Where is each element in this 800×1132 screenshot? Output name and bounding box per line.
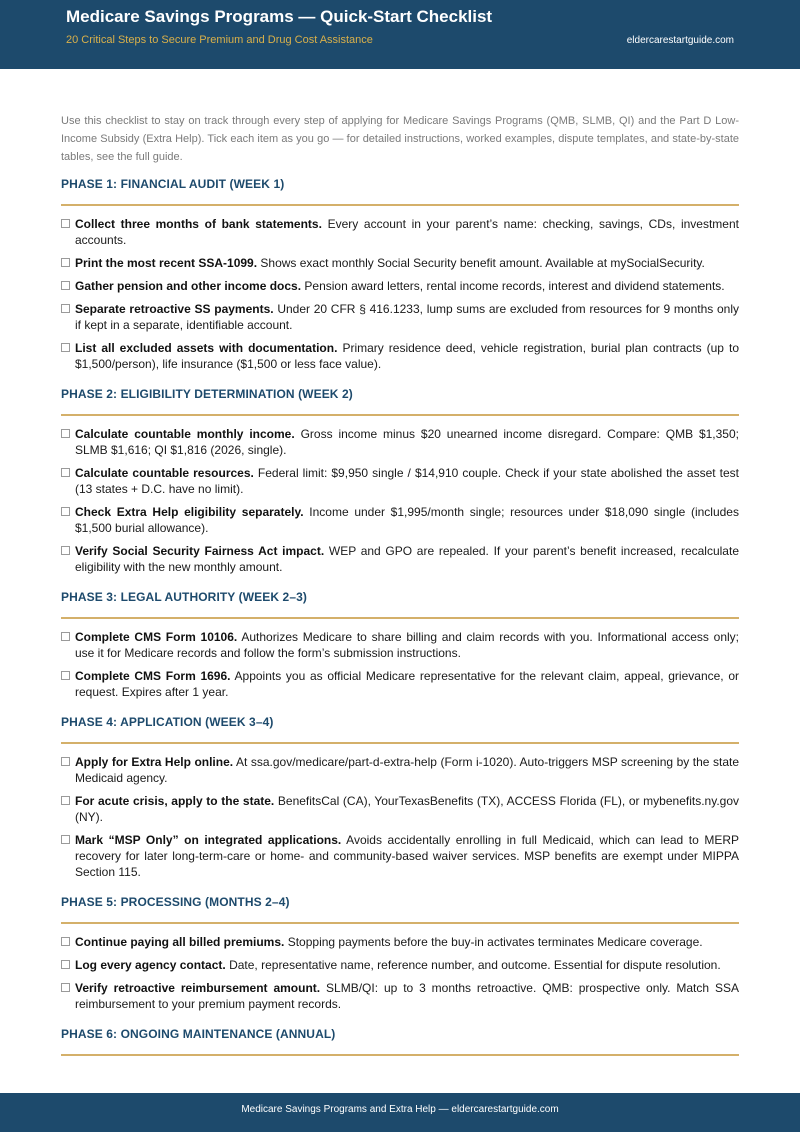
checklist-item-text: Gross income minus $20 unearned income disregard. Compare: QMB $1,350; SLMB $1,616; QI $1,816 (2026, single). bbox=[75, 427, 739, 457]
checklist-item-text: Stopping payments before the buy-in activates terminates Medicare coverage. bbox=[287, 935, 703, 949]
checkbox[interactable] bbox=[61, 219, 70, 228]
phase-title: PHASE 4: APPLICATION (WEEK 3–4) bbox=[61, 715, 274, 729]
checkbox[interactable] bbox=[61, 258, 70, 267]
checklist bbox=[61, 754, 739, 880]
phase-section bbox=[61, 175, 739, 372]
checklist-item bbox=[61, 957, 739, 973]
checkbox[interactable] bbox=[61, 937, 70, 946]
page-subtitle: 20 Critical Steps to Secure Premium and Drug Cost Assistance bbox=[66, 34, 373, 46]
checkbox[interactable] bbox=[61, 835, 70, 844]
checkbox[interactable] bbox=[61, 671, 70, 680]
phase-title: PHASE 5: PROCESSING (MONTHS 2–4) bbox=[61, 895, 290, 909]
checklist-item bbox=[61, 301, 739, 333]
phase-divider bbox=[61, 414, 739, 416]
checklist-item bbox=[61, 426, 739, 458]
phase-title: PHASE 2: ELIGIBILITY DETERMINATION (WEEK 2) bbox=[61, 387, 353, 401]
checklist bbox=[61, 934, 739, 1012]
checklist-item-lead: Complete CMS Form 10106. bbox=[75, 630, 238, 644]
checklist-item-text: Date, representative name, reference number, and outcome. Essential for dispute resolution. bbox=[229, 958, 721, 972]
checklist-item-lead: Separate retroactive SS payments. bbox=[75, 302, 274, 316]
checklist-item-text: At ssa.gov/medicare/part-d-extra-help (Form i-1020). Auto-triggers MSP screening by the state Medicaid agency. bbox=[75, 755, 740, 785]
phase-divider bbox=[61, 742, 739, 744]
checklist-item bbox=[61, 754, 739, 786]
checklist bbox=[61, 629, 739, 700]
checklist-item-lead: For acute crisis, apply to the state. bbox=[75, 794, 275, 808]
checkbox[interactable] bbox=[61, 546, 70, 555]
checklist bbox=[61, 426, 739, 575]
phase-section bbox=[61, 385, 739, 575]
checklist-item-lead: Apply for Extra Help online. bbox=[75, 755, 234, 769]
checklist-item bbox=[61, 465, 739, 497]
checklist-item bbox=[61, 216, 739, 248]
checklist-item bbox=[61, 629, 739, 661]
page-header bbox=[0, 0, 800, 69]
checklist-item-lead: Calculate countable monthly income. bbox=[75, 427, 295, 441]
page-title: Medicare Savings Programs — Quick-Start Checklist bbox=[66, 7, 493, 26]
checklist-item-lead: Log every agency contact. bbox=[75, 958, 226, 972]
phase-divider bbox=[61, 204, 739, 206]
checkbox[interactable] bbox=[61, 429, 70, 438]
checkbox[interactable] bbox=[61, 468, 70, 477]
checklist-item-lead: Calculate countable resources. bbox=[75, 466, 254, 480]
checklist-item-text: WEP and GPO are repealed. If your parent’s benefit increased, recalculate eligibility with the new monthly amount. bbox=[75, 544, 739, 574]
checklist-item bbox=[61, 278, 739, 294]
checklist-item-text: Pension award letters, rental income records, interest and dividend statements. bbox=[304, 279, 725, 293]
checklist-item bbox=[61, 934, 739, 950]
phase-section bbox=[61, 713, 739, 880]
checklist-item-text: Primary residence deed, vehicle registration, burial plan contracts (up to $1,500/person), life insurance ($1,500 or less face value). bbox=[75, 341, 739, 371]
checklist-item-lead: Print the most recent SSA-1099. bbox=[75, 256, 258, 270]
checklist-item-text: BenefitsCal (CA), YourTexasBenefits (TX), ACCESS Florida (FL), or mybenefits.ny.gov (NY). bbox=[75, 794, 740, 824]
checklist-item bbox=[61, 543, 739, 575]
checklist-item-text: Appoints you as official Medicare representative for the relevant claim, appeal, grievance, or request. Expires after 1 year. bbox=[75, 669, 739, 699]
page-footer bbox=[0, 1093, 800, 1132]
checklist-item-lead: List all excluded assets with documentation. bbox=[75, 341, 338, 355]
checklist-item bbox=[61, 668, 739, 700]
checklist-item-text: Avoids accidentally enrolling in full Medicaid, which can lead to MERP recovery for later long-term-care or home- and community-based waiver services. MSP benefits are exempt under MIPPA Section 115. bbox=[75, 833, 740, 879]
checklist-item bbox=[61, 980, 739, 1012]
checklist-item-text: SLMB/QI: up to 3 months retroactive. QMB: prospective only. Match SSA reimbursement to your premium payment records. bbox=[75, 981, 739, 1011]
checkbox[interactable] bbox=[61, 632, 70, 641]
checklist-item-lead: Continue paying all billed premiums. bbox=[75, 935, 285, 949]
checklist-item-lead: Verify retroactive reimbursement amount. bbox=[75, 981, 321, 995]
checklist-item-lead: Complete CMS Form 1696. bbox=[75, 669, 231, 683]
phase-section bbox=[61, 1025, 739, 1056]
checklist-item-lead: Check Extra Help eligibility separately. bbox=[75, 505, 304, 519]
phase-list bbox=[61, 175, 739, 1056]
checklist-item-text: Under 20 CFR § 416.1233, lump sums are excluded from resources for 9 months only if kept in a separate, identifiable account. bbox=[75, 302, 739, 332]
checklist-item bbox=[61, 832, 739, 880]
checklist-item bbox=[61, 504, 739, 536]
checklist-item-lead: Collect three months of bank statements. bbox=[75, 217, 322, 231]
phase-divider bbox=[61, 1054, 739, 1056]
checklist-item bbox=[61, 340, 739, 372]
phase-divider bbox=[61, 922, 739, 924]
checklist-item-text: Authorizes Medicare to share billing and claim records with you. Informational access only; use it for Medicare records and follow the form’s submission instructions. bbox=[75, 630, 740, 660]
intro-paragraph: Use this checklist to stay on track through every step of applying for Medicare Savings Programs (QMB, SLMB, QI) and the Part D Low-Income Subsidy (Extra Help). Tick each item as you go — for detailed instructions, worked examples, dispute templates, and state-by-state tables, see the full guide. bbox=[61, 115, 739, 163]
checkbox[interactable] bbox=[61, 960, 70, 969]
checkbox[interactable] bbox=[61, 304, 70, 313]
phase-section bbox=[61, 893, 739, 1012]
checkbox[interactable] bbox=[61, 281, 70, 290]
phase-divider bbox=[61, 617, 739, 619]
checkbox[interactable] bbox=[61, 796, 70, 805]
checkbox[interactable] bbox=[61, 983, 70, 992]
phase-title: PHASE 6: ONGOING MAINTENANCE (ANNUAL) bbox=[61, 1027, 336, 1041]
header-site-url: eldercarestartguide.com bbox=[626, 35, 734, 46]
checkbox[interactable] bbox=[61, 507, 70, 516]
checklist-item-text: Every account in your parent’s name: checking, savings, CDs, investment accounts. bbox=[75, 217, 739, 247]
checklist-item bbox=[61, 255, 739, 271]
checklist-item-lead: Mark “MSP Only” on integrated applications. bbox=[75, 833, 342, 847]
checklist-item-lead: Gather pension and other income docs. bbox=[75, 279, 302, 293]
checklist-item-text: Shows exact monthly Social Security benefit amount. Available at mySocialSecurity. bbox=[260, 256, 705, 270]
phase-section bbox=[61, 588, 739, 700]
footer-text: Medicare Savings Programs and Extra Help — eldercarestartguide.com bbox=[241, 1104, 559, 1115]
checkbox[interactable] bbox=[61, 757, 70, 766]
checklist-item-text: Federal limit: $9,950 single / $14,910 couple. Check if your state abolished the asset test (13 states + D.C. have no limit). bbox=[75, 466, 739, 496]
checklist-item-lead: Verify Social Security Fairness Act impact. bbox=[75, 544, 325, 558]
checkbox[interactable] bbox=[61, 343, 70, 352]
checklist-content bbox=[61, 112, 739, 1066]
checklist bbox=[61, 216, 739, 372]
phase-title: PHASE 1: FINANCIAL AUDIT (WEEK 1) bbox=[61, 177, 285, 191]
phase-title: PHASE 3: LEGAL AUTHORITY (WEEK 2–3) bbox=[61, 590, 307, 604]
checklist-item-text: Income under $1,995/month single; resources under $18,090 single (includes $1,500 burial allowance). bbox=[75, 505, 739, 535]
checklist-item bbox=[61, 793, 739, 825]
